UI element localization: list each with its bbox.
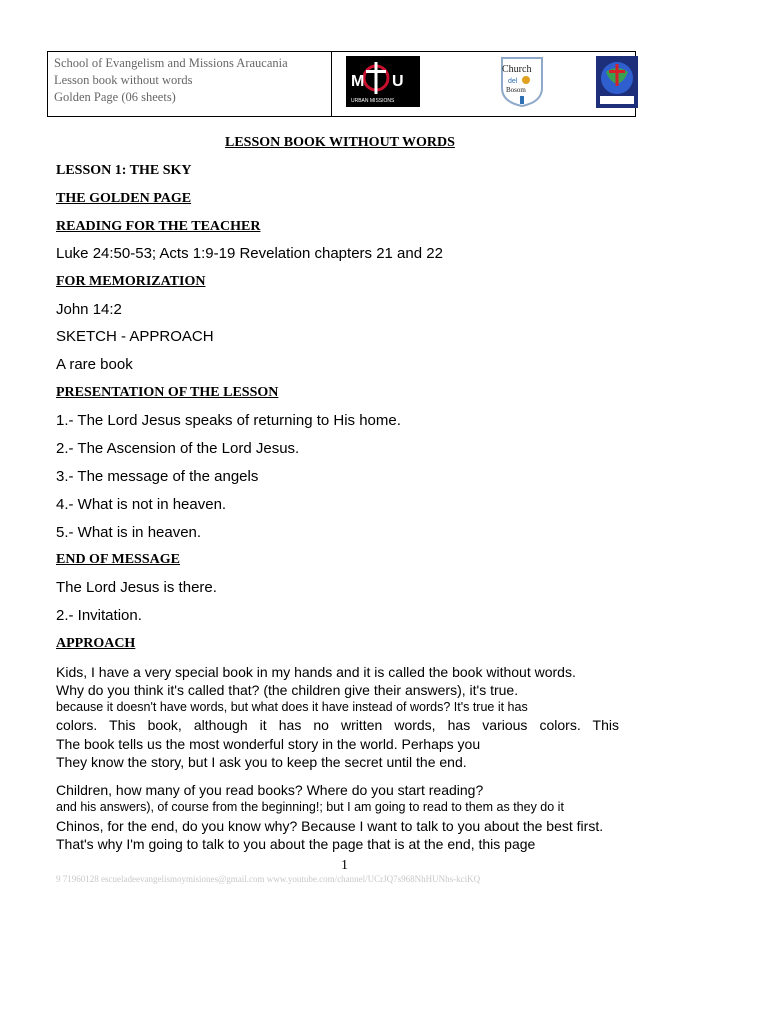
list-item: 2.- The Ascension of the Lord Jesus.	[56, 440, 300, 457]
header-text-cell	[48, 52, 332, 116]
list-item: 2.- Invitation.	[56, 607, 142, 624]
paragraph-line: and his answers), of course from the beginning!; but I am going to read to them as they do it	[56, 800, 564, 814]
list-item: 1.- The Lord Jesus speaks of returning to His home.	[56, 412, 401, 429]
end-heading: END OF MESSAGE	[56, 552, 180, 567]
paragraph-line: Children, how many of you read books? Where do you start reading?	[56, 782, 484, 798]
paragraph-line: colors. This book, although it has no written words, has various colors. This	[56, 717, 619, 733]
memorization-heading: FOR MEMORIZATION	[56, 274, 206, 289]
lesson-title: LESSON 1: THE SKY	[56, 163, 192, 178]
church-logo	[498, 54, 546, 108]
rare-book-text: A rare book	[56, 356, 133, 373]
presentation-heading: PRESENTATION OF THE LESSON	[56, 385, 279, 400]
svg-text:Church: Church	[502, 64, 532, 75]
globe-logo	[596, 56, 638, 108]
golden-page-heading: THE GOLDEN PAGE	[56, 191, 192, 206]
footer-contact: 9 71960128 escueladeevangelismoymisiones@gmail.com www.youtube.com/channel/UCrJQ7s968NhHUNhs-kciKQ	[56, 874, 481, 884]
list-item: 4.- What is not in heaven.	[56, 496, 227, 513]
svg-text:Bosom: Bosom	[506, 86, 526, 94]
list-item: 3.- The message of the angels	[56, 468, 259, 485]
paragraph-line: because it doesn't have words, but what does it have instead of words? It's true it has	[56, 700, 528, 714]
list-item: The Lord Jesus is there.	[56, 579, 217, 596]
page-number: 1	[341, 858, 348, 873]
mtu-logo	[346, 56, 420, 107]
school-name: School of Evangelism and Missions Araucania	[54, 56, 288, 70]
paragraph-line: That's why I'm going to talk to you about the page that is at the end, this page	[56, 836, 536, 852]
svg-text:M: M	[351, 73, 365, 90]
header-logos-cell	[332, 52, 635, 116]
paragraph-line: Kids, I have a very special book in my hands and it is called the book without words.	[56, 664, 576, 680]
reading-text: Luke 24:50-53; Acts 1:9-19 Revelation chapters 21 and 22	[56, 245, 443, 262]
svg-text:U: U	[392, 73, 404, 90]
page-info: Golden Page (06 sheets)	[54, 90, 176, 104]
svg-text:del: del	[508, 78, 518, 85]
approach-heading: APPROACH	[56, 636, 136, 651]
paragraph-line: Chinos, for the end, do you know why? Because I want to talk to you about the best first.	[56, 818, 604, 834]
reading-heading: READING FOR THE TEACHER	[56, 219, 261, 234]
svg-text:URBAN MISSIONS: URBAN MISSIONS	[351, 98, 395, 104]
book-name: Lesson book without words	[54, 73, 193, 87]
paragraph-line: They know the story, but I ask you to keep the secret until the end.	[56, 754, 467, 770]
memorization-text: John 14:2	[56, 301, 122, 318]
paragraph-line: The book tells us the most wonderful story in the world. Perhaps you	[56, 736, 481, 752]
list-item: 5.- What is in heaven.	[56, 524, 202, 541]
document-title: LESSON BOOK WITHOUT WORDS	[225, 135, 455, 150]
sketch-text: SKETCH - APPROACH	[56, 328, 214, 345]
document-header	[47, 51, 636, 117]
paragraph-line: Why do you think it's called that? (the children give their answers), it's true.	[56, 682, 519, 698]
